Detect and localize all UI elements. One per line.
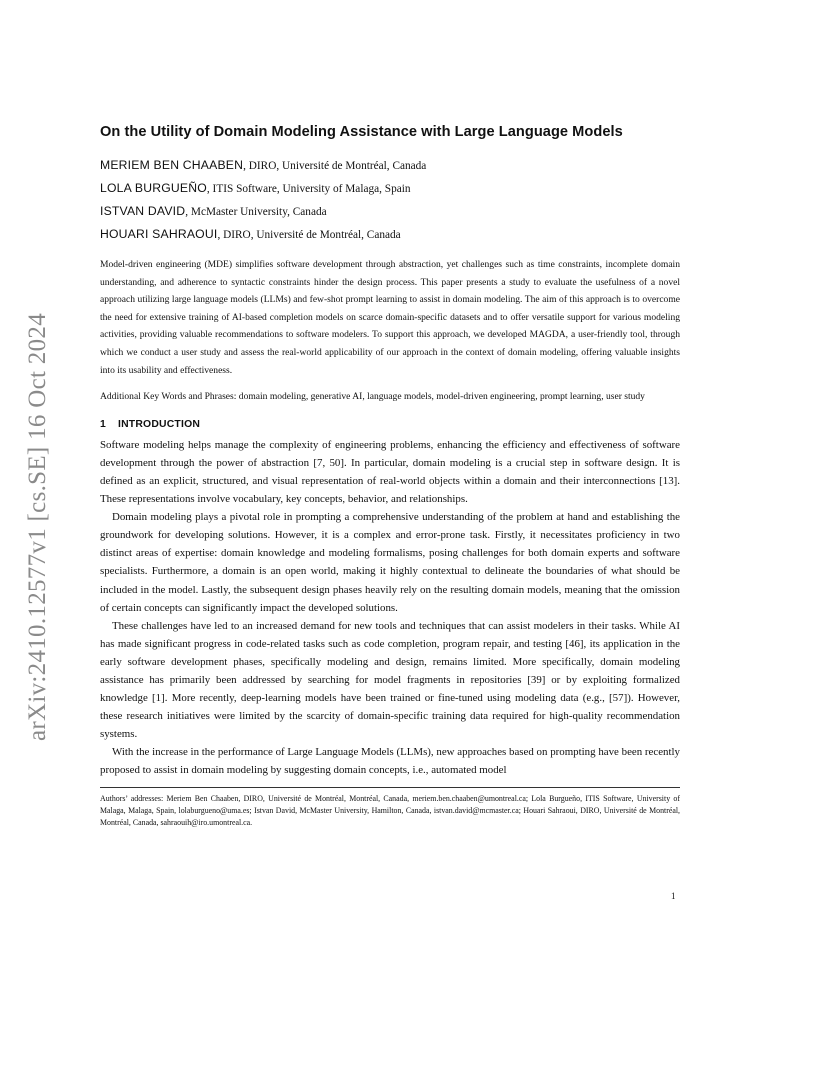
author-affiliation: , DIRO, Université de Montréal, Canada xyxy=(217,229,401,241)
body-paragraph: Domain modeling plays a pivotal role in prompting a comprehensive understanding of the problem at hand and establishing the groundwork for developing solutions. However, it is a complex and error-prone task. Firstly, it necessitates proficiency in two distinct areas of expertise: domain knowledge and modeling formalisms, posing challenges for both domain experts and software specialists. Furthermore, a domain is an open world, making it highly contextual to delineate the boundaries of what should be included in the model. Lastly, the subsequent design phases heavily rely on the resulting domain models, meaning that the omission of certain concepts can significantly impact the developed solutions. xyxy=(100,511,680,614)
section-heading xyxy=(100,419,680,430)
author-affiliation: , DIRO, Université de Montréal, Canada xyxy=(243,160,427,172)
author-name: LOLA BURGUEÑO xyxy=(100,181,207,195)
author-entry xyxy=(100,200,680,223)
author-affiliation: , ITIS Software, University of Malaga, Spain xyxy=(206,183,411,195)
abstract: Model-driven engineering (MDE) simplifies software development through abstraction, yet challenges such as time constraints, incomplete domain understanding, and adherence to syntactic constraints hinder the design process. This paper presents a study to evaluate the usefulness of a novel approach utilizing large language models (LLMs) and few-shot prompt learning to assist in domain modeling. The aim of this approach is to overcome the need for extensive training of AI-based completion models on scarce domain-specific datasets and to offer versatile support for various modeling activities, providing valuable recommendations to software modelers. To support this approach, we developed MAGDA, a user-friendly tool, through which we conduct a user study and assess the real-world applicability of our approach in the context of domain modeling, offering valuable insights into its usability and effectiveness. xyxy=(100,259,680,376)
author-addresses-footnote: Authors’ addresses: Meriem Ben Chaaben, DIRO, Université de Montréal, Montréal, Canada, meriem.ben.chaaben@umontreal.ca; Lola Burgueño, ITIS Software, University of Malaga, Malaga, Spain, lolaburgueno@uma.es; Istvan David, McMaster University, Hamilton, Canada, istvan.david@mcmaster.ca; Houari Sahraoui, DIRO, Université de Montréal, Montréal, Canada, sahraouih@iro.umontreal.ca. xyxy=(100,793,680,827)
arxiv-stamp xyxy=(20,294,56,759)
author-name: MERIEM BEN CHAABEN xyxy=(100,158,244,172)
paper-title: On the Utility of Domain Modeling Assistance with Large Language Models xyxy=(100,124,623,140)
body-paragraph: Software modeling helps manage the complexity of engineering problems, enhancing the efficiency and effectiveness of software development through the power of abstraction [7, 50]. In particular, domain modeling is a crucial step in software design. It is defined as an explicit, structured, and visual representation of real-world objects within a domain and their interconnections [13]. These representations involve vocabulary, key concepts, behavior, and relationships. xyxy=(100,438,680,506)
author-affiliation: , McMaster University, Canada xyxy=(185,206,327,218)
author-list xyxy=(100,154,680,246)
paper-page xyxy=(100,124,680,829)
section-body xyxy=(100,436,680,780)
section-title: INTRODUCTION xyxy=(118,418,201,430)
author-name: ISTVAN DAVID xyxy=(100,204,186,218)
body-paragraph: These challenges have led to an increased demand for new tools and techniques that can assist modelers in their tasks. While AI has made significant progress in code-related tasks such as code completion, program repair, and testing [46], its application in the early software development phases, specifically modeling and design, remains limited. More specifically, domain modeling assistance has primarily been addressed by searching for model fragments in repositories [39] or by exploiting formalized knowledge [1]. More recently, deep-learning models have been trained or fine-tuned using modeling data (e.g., [57]). However, these research initiatives were limited by the scarcity of domain-specific training data required for high-quality recommendation systems. xyxy=(100,619,680,741)
arxiv-stamp-text: arXiv:2410.12577v1 [cs.SE] 16 Oct 2024 xyxy=(24,312,52,741)
author-entry xyxy=(100,154,680,177)
body-paragraph: With the increase in the performance of Large Language Models (LLMs), new approaches based on prompting have been recently proposed to assist in domain modeling by suggesting domain concepts, i.e., automated model xyxy=(100,746,680,777)
section-number: 1 xyxy=(100,418,106,430)
keywords: Additional Key Words and Phrases: domain modeling, generative AI, language models, model-driven engineering, prompt learning, user study xyxy=(100,391,645,403)
author-entry xyxy=(100,223,680,246)
page-number: 1 xyxy=(671,891,676,901)
author-name: HOUARI SAHRAOUI xyxy=(100,227,218,241)
footnote-divider xyxy=(100,787,680,788)
author-entry xyxy=(100,177,680,200)
